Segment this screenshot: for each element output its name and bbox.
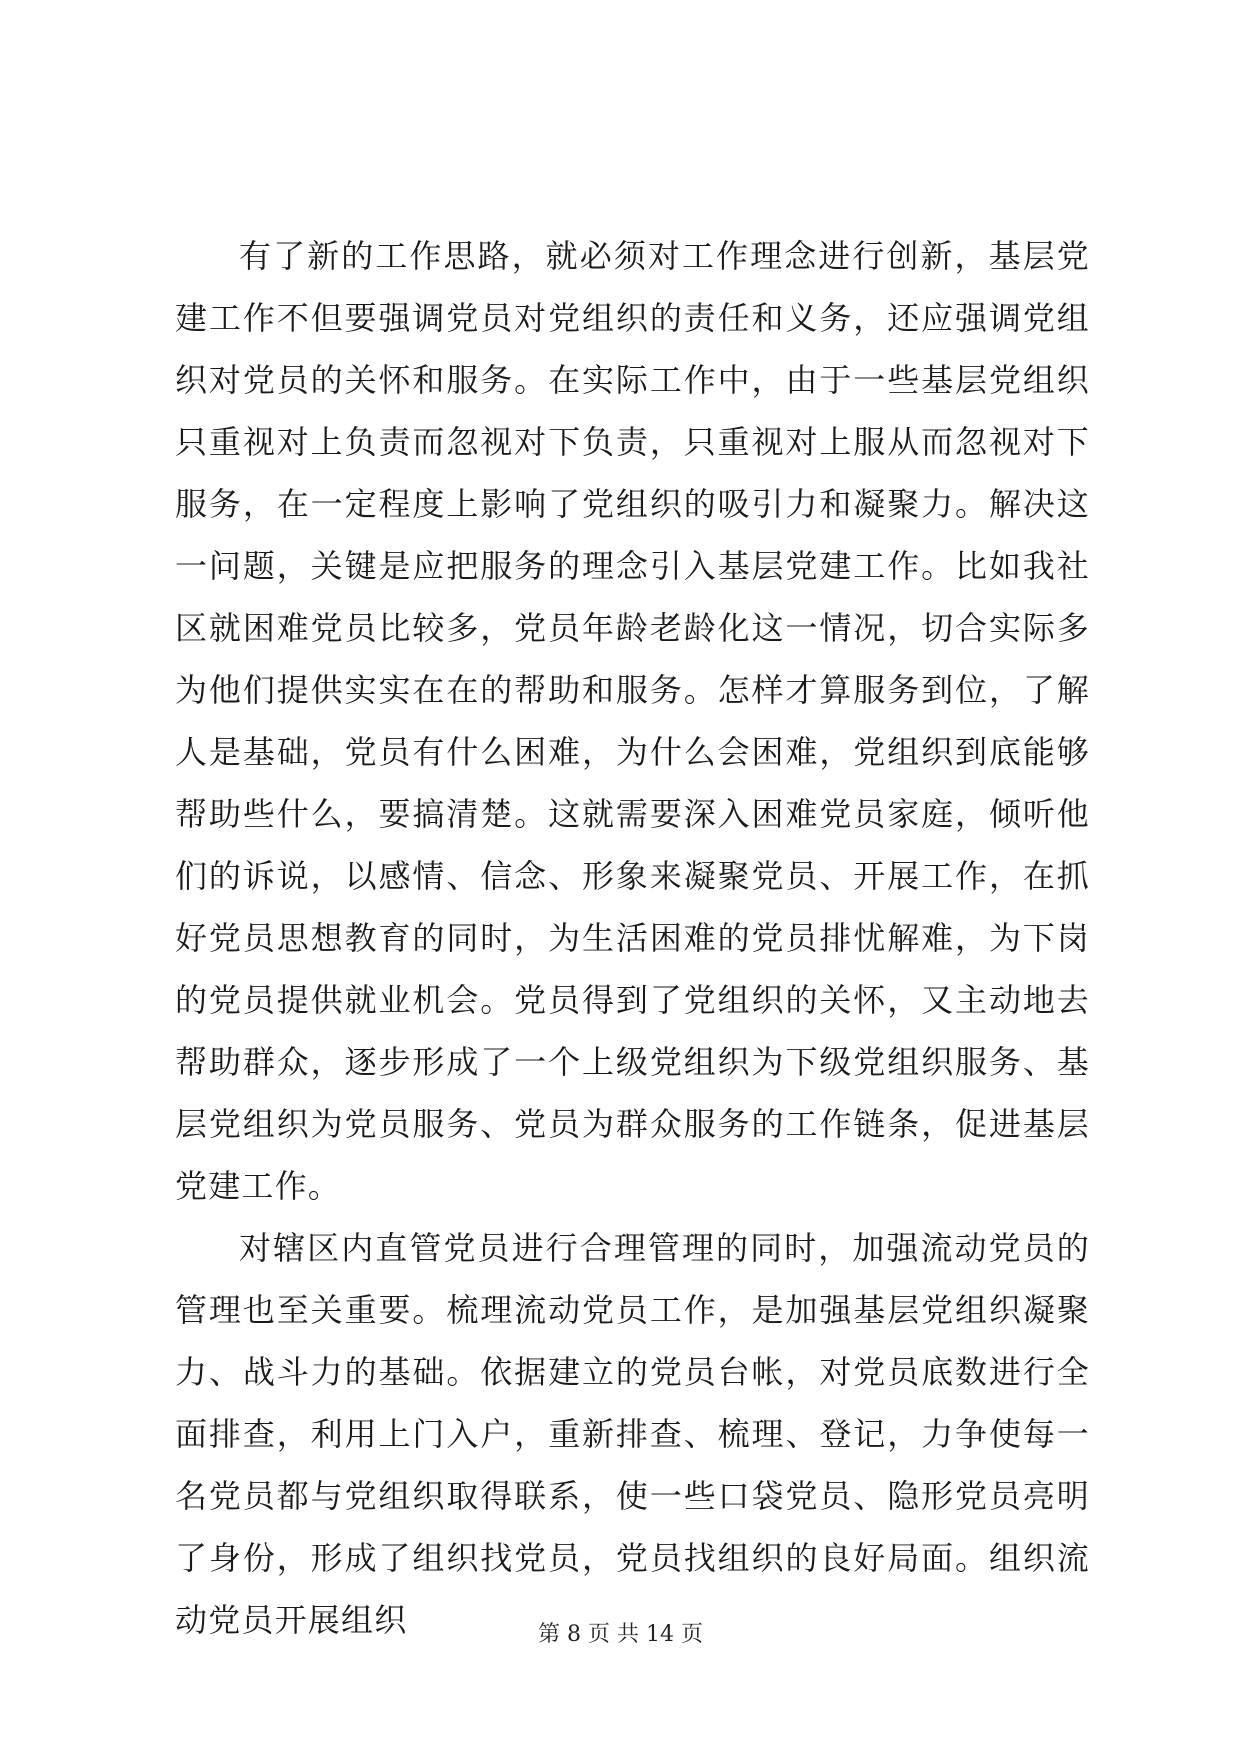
- page-number-footer: 第 8 页 共 14 页: [538, 1622, 703, 1647]
- document-body: [175, 225, 1090, 1651]
- paragraph-1: 有了新的工作思路，就必须对工作理念进行创新，基层党建工作不但要强调党员对党组织的责任和义务，还应强调党组织对党员的关怀和服务。在实际工作中，由于一些基层党组织只重视对上负责而忽视对下负责，只重视对上服从而忽视对下服务，在一定程度上影响了党组织的吸引力和凝聚力。解决这一问题，关键是应把服务的理念引入基层党建工作。比如我社区就困难党员比较多，党员年龄老龄化这一情况，切合实际多为他们提供实实在在的帮助和服务。怎样才算服务到位，了解人是基础，党员有什么困难，为什么会困难，党组织到底能够帮助些什么，要搞清楚。这就需要深入困难党员家庭，倾听他们的诉说，以感情、信念、形象来凝聚党员、开展工作，在抓好党员思想教育的同时，为生活困难的党员排忧解难，为下岗的党员提供就业机会。党员得到了党组织的关怀，又主动地去帮助群众，逐步形成了一个上级党组织为下级党组织服务、基层党组织为党员服务、党员为群众服务的工作链条，促进基层党建工作。: [175, 237, 1090, 1205]
- paragraph-2: 对辖区内直管党员进行合理管理的同时，加强流动党员的管理也至关重要。梳理流动党员工作，是加强基层党组织凝聚力、战斗力的基础。依据建立的党员台帐，对党员底数进行全面排查，利用上门入户，重新排查、梳理、登记，力争使每一名党员都与党组织取得联系，使一些口袋党员、隐形党员亮明了身份，形成了组织找党员，党员找组织的良好局面。组织流动党员开展组织: [175, 1229, 1090, 1639]
